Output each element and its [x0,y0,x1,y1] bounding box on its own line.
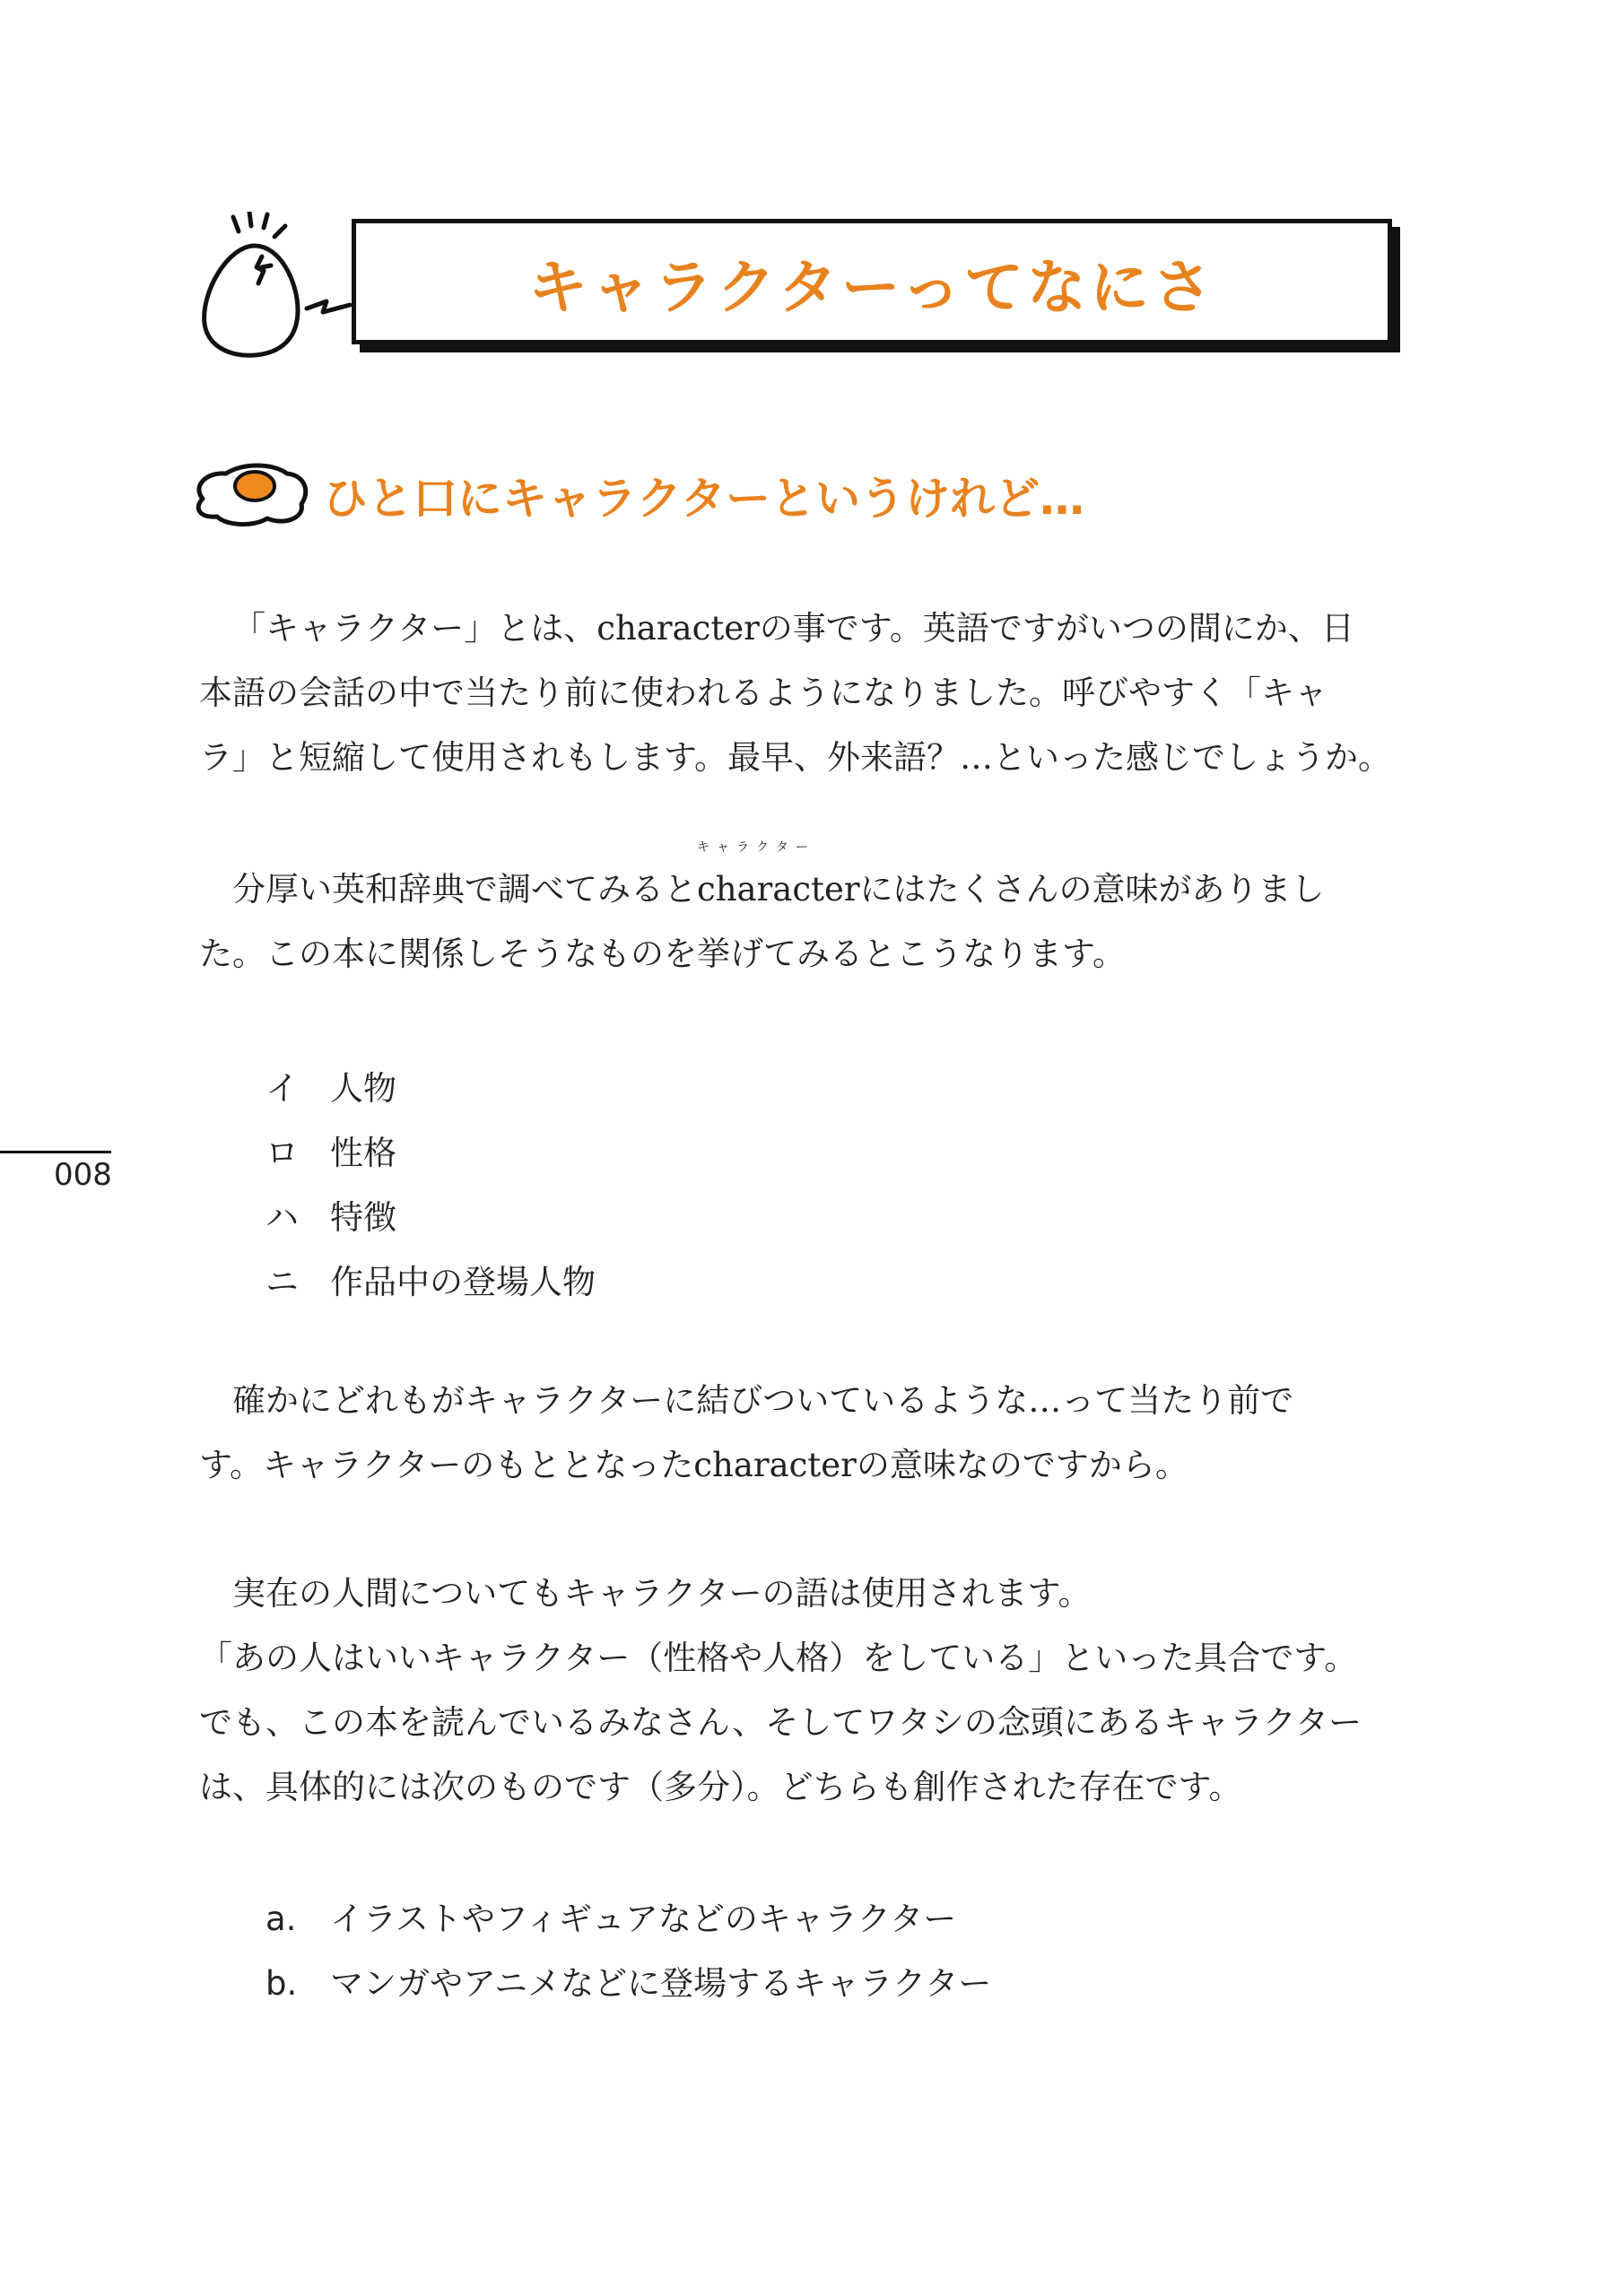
paragraph-intro [199,596,1406,790]
ruby-word [697,840,860,922]
paragraph-connection [199,1369,1406,1498]
ruby-base: character [697,870,860,909]
list-text: イラストやフィギュアなどのキャラクター [330,1900,957,1938]
paragraph-line: ラ」と短縮して使用されもします。最早、外来語？…といった感じでしょうか。 [199,738,1392,777]
paragraph-line: 確かにどれもがキャラクターに結びついているような…って当たり前で [232,1381,1294,1420]
paragraph-line: 本語の会話の中で当たり前に使われるようになりました。呼びやすく「キャ [199,674,1327,712]
list-item [265,1887,991,1952]
character-types-list [265,1887,991,2016]
list-marker: イ [265,1069,299,1108]
list-text: 特徴 [330,1198,396,1237]
paragraph-line: 「あの人はいいキャラクター（性格や人格）をしている」といった具合です。 [199,1639,1358,1677]
list-item [265,1057,596,1121]
section-heading: ひと口にキャラクターというけれど… [323,473,1084,525]
list-marker: ニ [265,1263,299,1301]
ruby-annotation: キャラクター [697,840,815,855]
list-marker: ハ [265,1198,299,1237]
paragraph-line: は、具体的には次のものです（多分）。どちらも創作された存在です。 [199,1768,1242,1806]
page-number-rule [0,1151,111,1153]
chapter-title: キャラクターってなにさ [527,252,1216,322]
paragraph-line: でも、この本を読んでいるみなさん、そしてワタシの念頭にあるキャラクター [199,1703,1362,1742]
paragraph-dictionary [199,840,1406,987]
paragraph-line [199,840,1406,922]
list-item [265,1186,596,1250]
list-marker: b. [265,1964,298,2003]
cracked-egg-icon [192,212,362,364]
list-item [265,1250,596,1315]
paragraph-line: た。この本に関係しそうなものを挙げてみるとこうなります。 [199,935,1127,973]
list-marker: ロ [265,1134,299,1172]
paragraph-line: す。キャラクターのもととなったcharacterの意味なのですから。 [199,1446,1188,1484]
paragraph-line: 「キャラクター」とは、characterの事です。英語ですがいつの間にか、日 [232,609,1354,648]
list-item [265,1121,596,1186]
list-text: 人物 [330,1069,396,1108]
list-text: 性格 [330,1134,396,1172]
meanings-list [265,1057,596,1315]
page-number: 008 [54,1157,112,1193]
paragraph-real-people [199,1561,1406,1820]
list-marker: a. [265,1900,297,1938]
list-text: マンガやアニメなどに登場するキャラクター [330,1964,992,2003]
text-run: にはたくさんの意味がありまし [859,870,1325,909]
list-text: 作品中の登場人物 [330,1263,596,1301]
chapter-title-box [352,219,1392,344]
list-item [265,1952,991,2016]
paragraph-line: 実在の人間についてもキャラクターの語は使用されます。 [232,1574,1092,1613]
fried-egg-icon [190,459,312,527]
text-run: 分厚い英和辞典で調べてみると [232,870,697,909]
